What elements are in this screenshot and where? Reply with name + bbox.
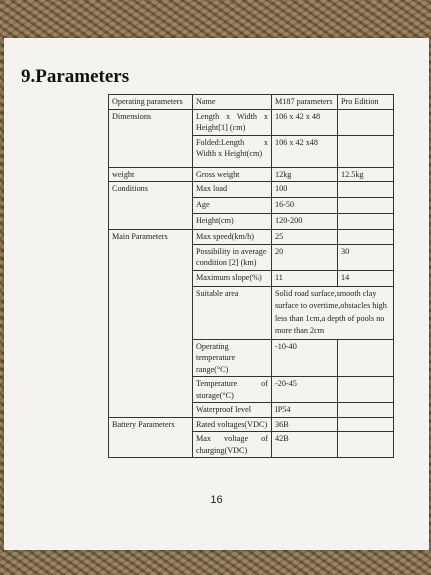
value-cell: 25 xyxy=(272,230,338,245)
pro-cell xyxy=(338,339,394,377)
name-cell: Suitable area xyxy=(193,286,272,339)
table-row xyxy=(109,109,394,135)
value-cell: 100 xyxy=(272,182,338,198)
category-cell: Battery Parameters xyxy=(109,417,193,458)
value-cell: -20-45 xyxy=(272,377,338,403)
name-cell: Operating temperature range(°C) xyxy=(193,339,272,377)
pro-cell: 14 xyxy=(338,270,394,286)
pro-cell xyxy=(338,432,394,458)
category-cell: weight xyxy=(109,167,193,182)
name-cell: Rated voltages(VDC) xyxy=(193,417,272,432)
pro-cell xyxy=(338,417,394,432)
category-cell: Main Parameters xyxy=(109,230,193,418)
pro-cell xyxy=(338,230,394,245)
value-cell: Solid road surface,smooth clay surface to overtime,obstacles high less than 1cm,a depth of pools no more than 2cm xyxy=(272,286,394,339)
value-cell: 36B xyxy=(272,417,338,432)
value-cell: 12kg xyxy=(272,167,338,182)
pro-cell xyxy=(338,135,394,167)
value-cell: IP54 xyxy=(272,403,338,418)
pro-cell xyxy=(338,198,394,214)
manual-page xyxy=(4,38,429,550)
name-cell: Height(cm) xyxy=(193,214,272,230)
table-row xyxy=(109,167,394,182)
table-row xyxy=(109,417,394,432)
name-cell: Age xyxy=(193,198,272,214)
pro-cell: 12.5kg xyxy=(338,167,394,182)
value-cell: -10-40 xyxy=(272,339,338,377)
pro-cell xyxy=(338,182,394,198)
value-cell: 120-200 xyxy=(272,214,338,230)
table-row xyxy=(109,230,394,245)
name-cell: Max voltage of charging(VDC) xyxy=(193,432,272,458)
header-cell: Name xyxy=(193,95,272,110)
name-cell: Max load xyxy=(193,182,272,198)
pro-cell xyxy=(338,109,394,135)
value-cell: 42B xyxy=(272,432,338,458)
name-cell: Temperature of storage(°C) xyxy=(193,377,272,403)
value-cell: 11 xyxy=(272,270,338,286)
pro-cell xyxy=(338,214,394,230)
value-cell: 20 xyxy=(272,244,338,270)
page-number: 16 xyxy=(210,494,223,506)
name-cell: Length x Width x Height[1] (cm) xyxy=(193,109,272,135)
table-row xyxy=(109,182,394,198)
name-cell: Gross weight xyxy=(193,167,272,182)
name-cell: Possibility in average condition [2] (km) xyxy=(193,244,272,270)
pro-cell xyxy=(338,403,394,418)
name-cell: Folded:Length x Width x Height(cm) xyxy=(193,135,272,167)
value-cell: 106 x 42 x 48 xyxy=(272,109,338,135)
section-title: 9.Parameters xyxy=(21,66,130,87)
header-cell: M187 parameters xyxy=(272,95,338,110)
pro-cell: 30 xyxy=(338,244,394,270)
category-cell: Conditions xyxy=(109,182,193,230)
category-cell: Dimensions xyxy=(109,109,193,167)
name-cell: Maximum slope(%) xyxy=(193,270,272,286)
header-cell: Operating parameters xyxy=(109,95,193,110)
table-header-row xyxy=(109,95,394,110)
name-cell: Waterproof level xyxy=(193,403,272,418)
parameters-table xyxy=(108,94,394,458)
name-cell: Max speed(km/h) xyxy=(193,230,272,245)
header-cell: Pro Edition xyxy=(338,95,394,110)
pro-cell xyxy=(338,377,394,403)
value-cell: 106 x 42 x48 xyxy=(272,135,338,167)
value-cell: 16-50 xyxy=(272,198,338,214)
